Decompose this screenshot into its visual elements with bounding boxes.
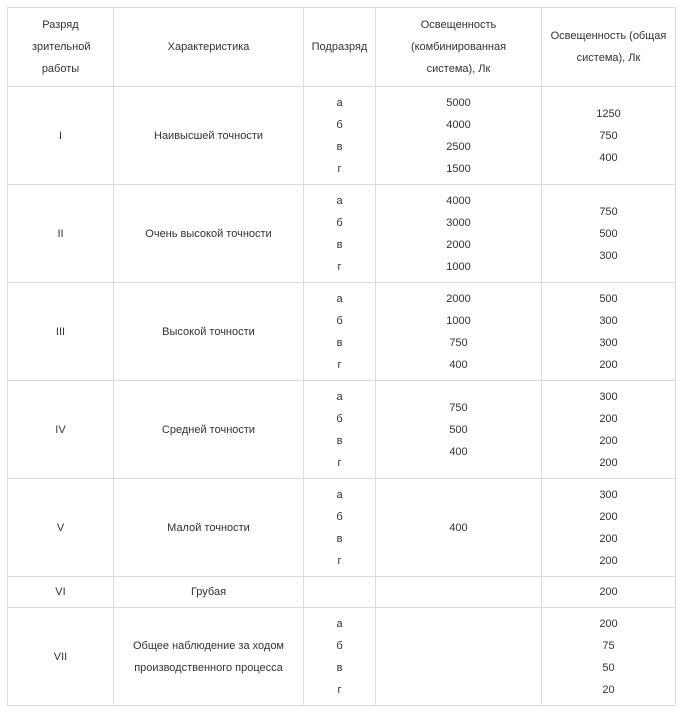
general-cell-value: 200 (599, 358, 618, 371)
subcategory-cell-value: а (336, 390, 343, 403)
subcategory-cell (304, 608, 376, 706)
category-cell: VI (8, 577, 114, 608)
table-row (8, 185, 676, 283)
general-cell (542, 479, 676, 577)
table-row (8, 608, 676, 706)
combined-cell-value: 2500 (446, 140, 471, 153)
subcategory-cell-value: б (336, 118, 343, 131)
combined-cell-value: 400 (449, 521, 468, 534)
subcategory-cell (304, 87, 376, 185)
combined-cell-value: 5000 (446, 96, 471, 109)
general-cell-value: 300 (599, 488, 618, 501)
general-cell-value: 200 (599, 554, 618, 567)
subcategory-cell-value: в (336, 661, 343, 674)
subcategory-cell-value: б (336, 216, 343, 229)
subcategory-cell-value: а (336, 292, 343, 305)
general-cell-value: 20 (602, 683, 615, 696)
table-row (8, 381, 676, 479)
header-subcategory: Подразряд (304, 8, 376, 87)
category-cell: I (8, 87, 114, 185)
subcategory-cell-value: г (337, 683, 342, 696)
general-cell-value: 200 (599, 456, 618, 469)
subcategory-cell (304, 283, 376, 381)
general-cell (542, 577, 676, 608)
subcategory-cell (304, 577, 376, 608)
subcategory-cell-value: а (336, 194, 343, 207)
subcategory-cell-value: г (337, 162, 342, 175)
illumination-table (7, 7, 676, 706)
general-cell-value: 200 (599, 434, 618, 447)
general-cell-value: 75 (602, 639, 615, 652)
general-cell-value: 300 (599, 314, 618, 327)
general-cell-value: 400 (599, 151, 618, 164)
table-row (8, 479, 676, 577)
characteristic-cell: Очень высокой точности (114, 185, 304, 283)
general-cell-value: 300 (599, 390, 618, 403)
general-cell-value: 500 (599, 227, 618, 240)
header-combined: Освещенность (комбинированная система), Лк (376, 8, 542, 87)
table-header-row (8, 8, 676, 87)
table-row (8, 283, 676, 381)
category-cell: V (8, 479, 114, 577)
combined-cell (376, 577, 542, 608)
subcategory-cell (304, 479, 376, 577)
general-cell (542, 87, 676, 185)
combined-cell-value: 1000 (446, 314, 471, 327)
subcategory-cell-value: а (336, 96, 343, 109)
characteristic-cell: Высокой точности (114, 283, 304, 381)
general-cell-value: 50 (602, 661, 615, 674)
combined-cell-value: 4000 (446, 118, 471, 131)
subcategory-cell-value: б (336, 314, 343, 327)
characteristic-cell: Наивысшей точности (114, 87, 304, 185)
category-cell: IV (8, 381, 114, 479)
table-row (8, 577, 676, 608)
combined-cell-value: 1000 (446, 260, 471, 273)
combined-cell (376, 283, 542, 381)
general-cell-value: 750 (599, 205, 618, 218)
general-cell-value: 200 (599, 617, 618, 630)
general-cell-value: 200 (599, 510, 618, 523)
characteristic-cell: Общее наблюдение за ходом производственного процесса (114, 608, 304, 706)
general-cell-value: 300 (599, 249, 618, 262)
table-row (8, 87, 676, 185)
subcategory-cell-value: а (336, 617, 343, 630)
combined-cell-value: 500 (449, 423, 468, 436)
subcategory-cell-value: г (337, 456, 342, 469)
general-cell (542, 185, 676, 283)
general-cell-value: 200 (599, 412, 618, 425)
combined-cell-value: 3000 (446, 216, 471, 229)
general-cell-value: 500 (599, 292, 618, 305)
combined-cell-value: 400 (449, 358, 468, 371)
combined-cell-value: 1500 (446, 162, 471, 175)
subcategory-cell-value: а (336, 488, 343, 501)
combined-cell (376, 381, 542, 479)
subcategory-cell-value: в (336, 336, 343, 349)
subcategory-cell-value: б (336, 412, 343, 425)
general-cell-value: 200 (599, 586, 618, 598)
subcategory-cell-value: б (336, 639, 343, 652)
combined-cell-value: 2000 (446, 292, 471, 305)
combined-cell-value: 2000 (446, 238, 471, 251)
category-cell: II (8, 185, 114, 283)
combined-cell-value: 400 (449, 445, 468, 458)
general-cell-value: 1250 (596, 107, 621, 120)
combined-cell-value: 4000 (446, 194, 471, 207)
general-cell (542, 283, 676, 381)
subcategory-cell (304, 185, 376, 283)
combined-cell (376, 479, 542, 577)
header-general: Освещенность (общая система), Лк (542, 8, 676, 87)
subcategory-cell-value: в (336, 140, 343, 153)
subcategory-cell-value: г (337, 554, 342, 567)
subcategory-cell-value: в (336, 434, 343, 447)
header-characteristic: Характеристика (114, 8, 304, 87)
general-cell-value: 200 (599, 532, 618, 545)
characteristic-cell: Средней точности (114, 381, 304, 479)
general-cell (542, 608, 676, 706)
combined-cell (376, 608, 542, 706)
general-cell-value: 300 (599, 336, 618, 349)
combined-cell (376, 185, 542, 283)
category-cell: VII (8, 608, 114, 706)
general-cell-value: 750 (599, 129, 618, 142)
category-cell: III (8, 283, 114, 381)
subcategory-cell-value: в (336, 532, 343, 545)
general-cell (542, 381, 676, 479)
subcategory-cell (304, 381, 376, 479)
combined-cell-value: 750 (449, 401, 468, 414)
combined-cell-value: 750 (449, 336, 468, 349)
subcategory-cell-value: г (337, 260, 342, 273)
subcategory-cell-value: в (336, 238, 343, 251)
subcategory-cell-value: г (337, 358, 342, 371)
characteristic-cell: Малой точности (114, 479, 304, 577)
header-category: Разряд зрительной работы (8, 8, 114, 87)
combined-cell (376, 87, 542, 185)
characteristic-cell: Грубая (114, 577, 304, 608)
subcategory-cell-value: б (336, 510, 343, 523)
